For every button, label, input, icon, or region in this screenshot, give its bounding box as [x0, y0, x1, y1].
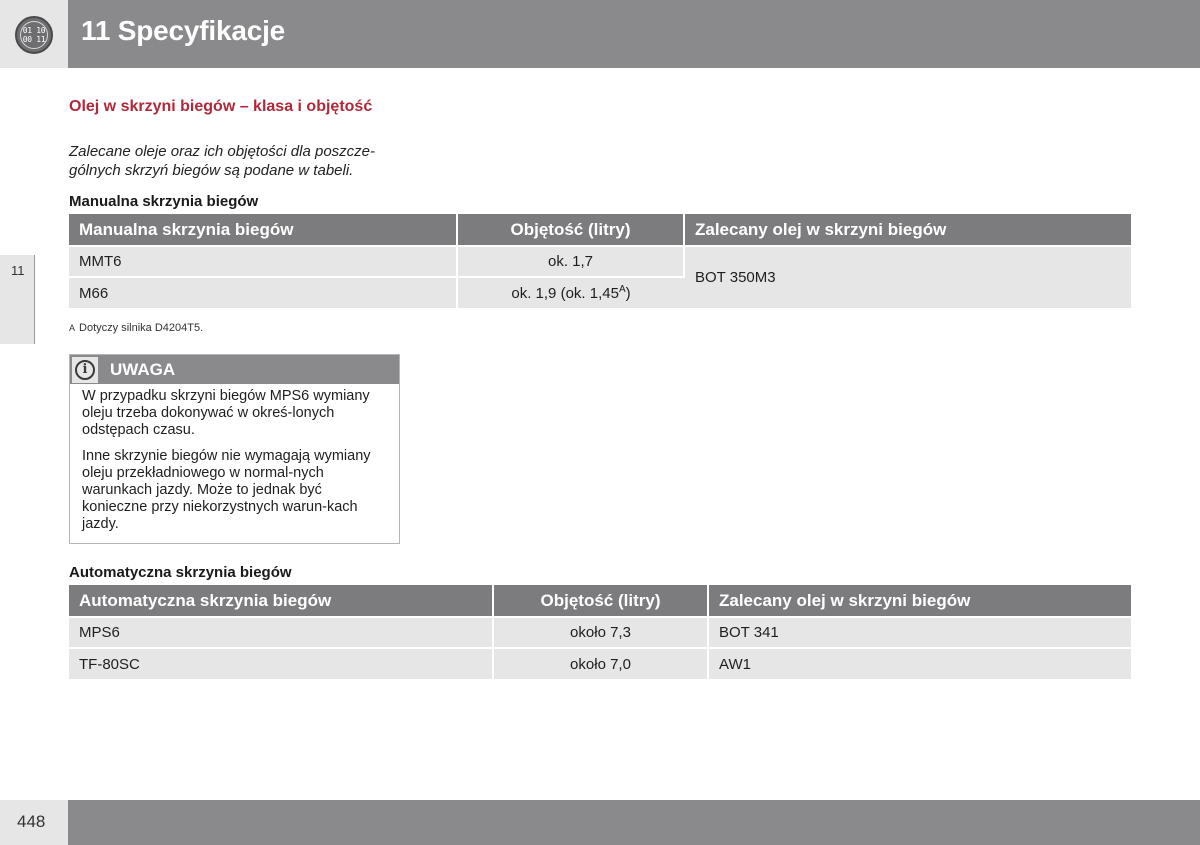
volume-cell: ok. 1,7 — [457, 246, 684, 277]
gearbox-cell: TF-80SC — [69, 648, 493, 679]
footnote-ref: A — [618, 284, 626, 295]
footer-page-area — [0, 800, 68, 845]
automatic-gearbox-table — [69, 585, 1131, 679]
header-bar — [68, 0, 1200, 68]
note-label: UWAGA — [110, 360, 176, 379]
footnote-mark: A — [69, 323, 76, 333]
info-icon-glyph: i — [75, 360, 95, 380]
column-header-gearbox: Automatyczna skrzynia biegów — [69, 585, 493, 617]
chapter-icon-line-2: 00 11 — [22, 35, 46, 44]
table-header-row — [69, 585, 1131, 617]
volume-cell — [457, 277, 684, 308]
chapter-specs-icon — [15, 16, 53, 54]
column-header-gearbox: Manualna skrzynia biegów — [69, 214, 457, 246]
oil-cell: BOT 341 — [708, 617, 1131, 648]
note-header — [70, 355, 399, 384]
table-header-row — [69, 214, 1131, 246]
footer-bar — [68, 800, 1200, 845]
chapter-side-tab-label: 11 — [11, 263, 25, 278]
column-header-volume: Objętość (litry) — [493, 585, 708, 617]
gearbox-cell: MMT6 — [69, 246, 457, 277]
automatic-gearbox-heading: Automatyczna skrzynia biegów — [69, 564, 292, 581]
header-icon-area — [0, 0, 68, 68]
volume-value: ok. 1,9 (ok. 1,45 — [511, 285, 619, 302]
oil-cell: AW1 — [708, 648, 1131, 679]
gearbox-cell: M66 — [69, 277, 457, 308]
chapter-side-tab — [0, 255, 35, 344]
volume-cell: około 7,3 — [493, 617, 708, 648]
manual-gearbox-table — [69, 214, 1131, 308]
page-title: 11 Specyfikacje — [81, 15, 286, 46]
column-header-oil: Zalecany olej w skrzyni biegów — [684, 214, 1131, 246]
volume-value-end: ) — [625, 285, 631, 302]
note-paragraph: W przypadku skrzyni biegów MPS6 wymiany oleju trzeba dokonywać w okreś-lonych odstępach czasu. — [82, 388, 370, 438]
info-icon — [72, 357, 98, 383]
volume-cell: około 7,0 — [493, 648, 708, 679]
column-header-volume: Objętość (litry) — [457, 214, 684, 246]
page-number: 448 — [17, 812, 46, 831]
oil-cell: BOT 350M3 — [684, 246, 1131, 308]
table-row — [69, 648, 1131, 679]
section-intro: Zalecane oleje oraz ich objętości dla poszcze-gólnych skrzyń biegów są podane w tabeli. — [69, 143, 375, 179]
gearbox-cell: MPS6 — [69, 617, 493, 648]
column-header-oil: Zalecany olej w skrzyni biegów — [708, 585, 1131, 617]
manual-gearbox-heading: Manualna skrzynia biegów — [69, 193, 259, 210]
table-row — [69, 617, 1131, 648]
chapter-icon-line-1: 01 10 — [22, 26, 46, 35]
note-body — [70, 384, 399, 533]
table-row — [69, 246, 1131, 277]
note-paragraph: Inne skrzynie biegów nie wymagają wymiany oleju przekładniowego w normal-nych warunkach jazdy. Może to jednak być konieczne przy niekorzystnych warun-kach jazdy. — [82, 448, 371, 532]
note-box — [69, 354, 400, 544]
footnote — [69, 322, 203, 334]
footnote-text: Dotyczy silnika D4204T5. — [79, 322, 204, 334]
section-title: Olej w skrzyni biegów – klasa i objętość — [69, 98, 373, 115]
